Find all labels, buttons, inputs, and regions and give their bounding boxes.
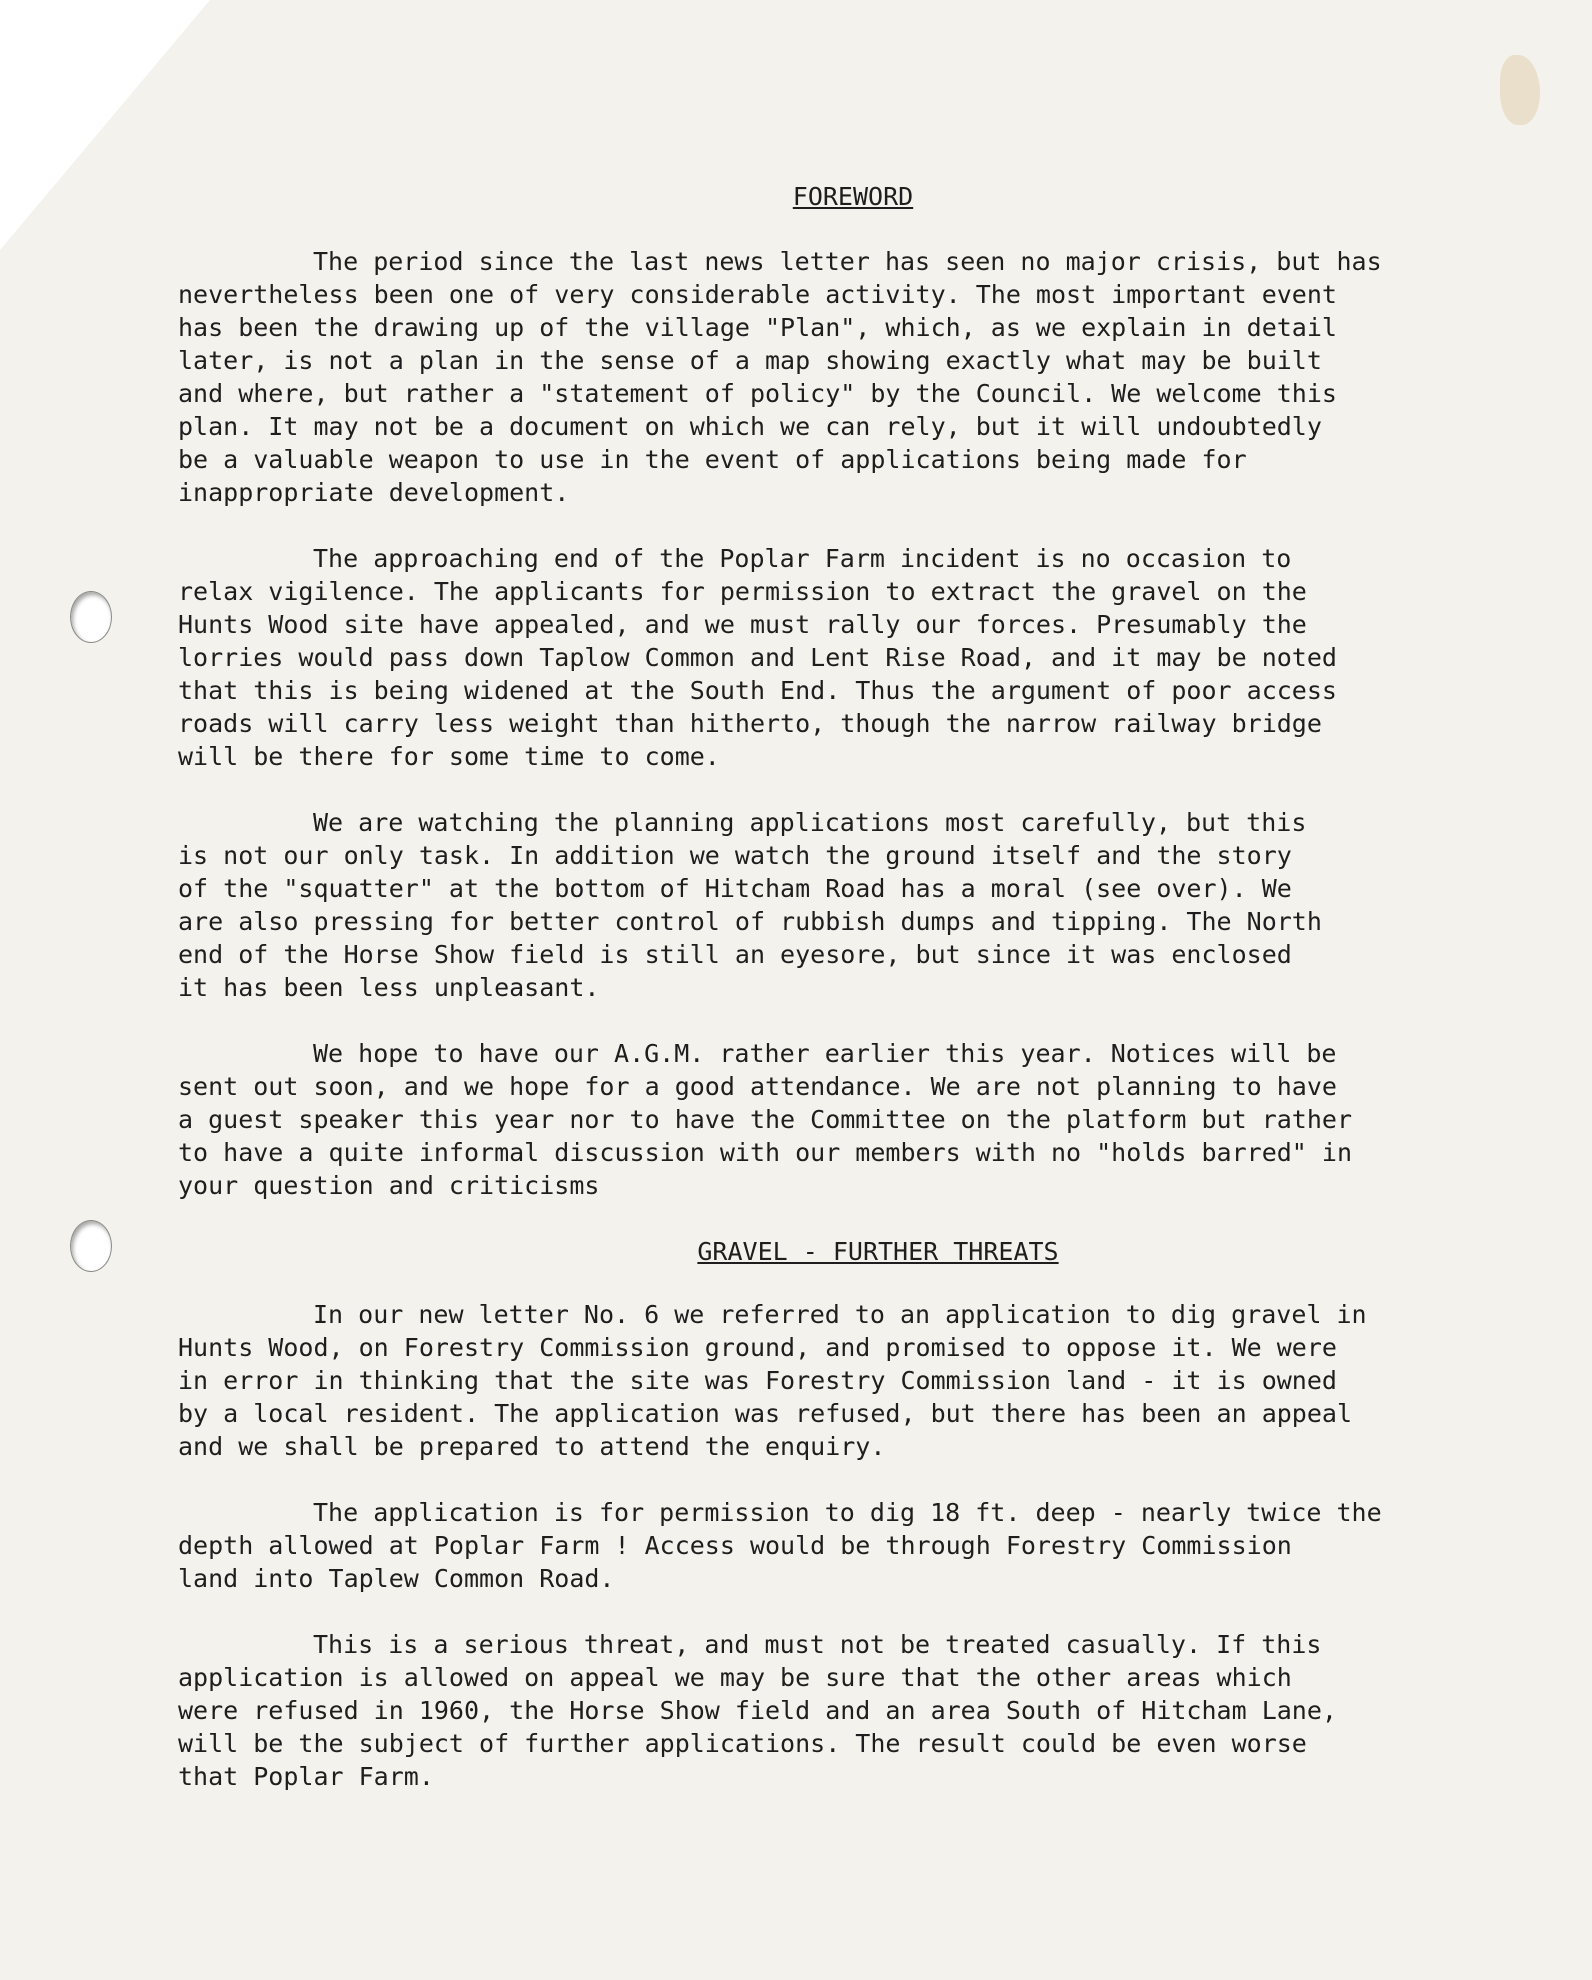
foreword-paragraph-4: We hope to have our A.G.M. rather earlier this year. Notices will be sent out soon, and we hope for a good attendance. We are not planning to have a guest speaker this year nor to have the Committee on the platform but rather to have a quite informal discussion with our members with no "holds barred" in your question and criticisms — [178, 1039, 1352, 1200]
newsletter-text — [178, 180, 1518, 1826]
paper-stain — [1500, 55, 1540, 125]
foreword-paragraph-1: The period since the last news letter has seen no major crisis, but has nevertheless been one of very considerable activity. The most important event has been the drawing up of the village "Plan", which, as we explain in detail later, is not a plan in the sense of a map showing exactly what may be built and where, but rather a "statement of policy" by the Council. We welcome this plan. It may not be a document on which we can rely, but it will undoubtedly be a valuable weapon to use in the event of applications being made for inappropriate development. — [178, 247, 1382, 507]
foreword-paragraph-2: The approaching end of the Poplar Farm incident is no occasion to relax vigilence. The applicants for permission to extract the gravel on the Hunts Wood site have appealed, and we must rally our forces. Presumably the lorries would pass down Taplow Common and Lent Rise Road, and it may be noted that this is being widened at the South End. Thus the argument of poor access roads will carry less weight than hitherto, though the narrow railway bridge will be there for some time to come. — [178, 544, 1337, 771]
gravel-paragraph-2: The application is for permission to dig 18 ft. deep - nearly twice the depth allowed at Poplar Farm ! Access would be through Forestry Commission land into Taplew Common Road. — [178, 1498, 1382, 1593]
gravel-paragraph-3: This is a serious threat, and must not be treated casually. If this application is allowed on appeal we may be sure that the other areas which were refused in 1960, the Horse Show field and an area South of Hitcham Lane, will be the subject of further applications. The result could be even worse that Poplar Farm. — [178, 1630, 1337, 1791]
foreword-paragraph-3: We are watching the planning applications most carefully, but this is not our only task. In addition we watch the ground itself and the story of the "squatter" at the bottom of Hitcham Road has a moral (see over). We are also pressing for better control of rubbish dumps and tipping. The North end of the Horse Show field is still an eyesore, but since it was enclosed it has been less unpleasant. — [178, 808, 1322, 1002]
punch-hole-top — [70, 591, 112, 643]
gravel-heading: GRAVEL - FURTHER THREATS — [697, 1237, 1059, 1266]
gravel-paragraph-1: In our new letter No. 6 we referred to an application to dig gravel in Hunts Wood, on Forestry Commission ground, and promised to oppose it. We were in error in thinking that the site was Forestry Commission land - it is owned by a local resident. The application was refused, but there has been an appeal and we shall be prepared to attend the enquiry. — [178, 1300, 1367, 1461]
foreword-heading: FOREWORD — [792, 182, 914, 211]
punch-hole-bottom — [70, 1220, 112, 1272]
